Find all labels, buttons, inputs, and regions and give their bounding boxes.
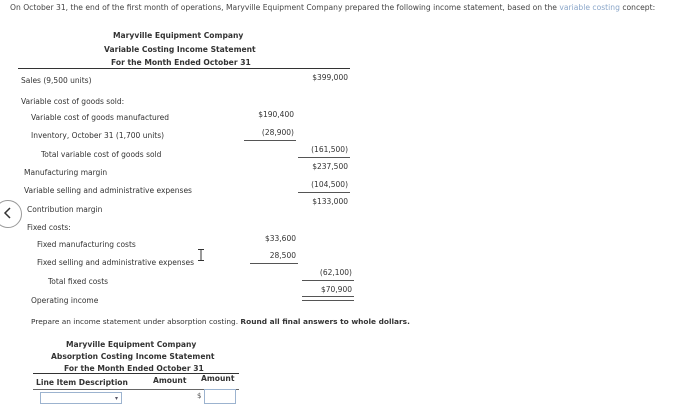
statement-period: For the Month Ended October 31: [111, 58, 251, 67]
intro-prefix: On October 31, the end of the first month of operations, Maryville Equipment Company prepared the following income statement, based on the: [10, 3, 557, 12]
statement-title: Variable Costing Income Statement: [104, 45, 256, 54]
sales-label: Sales (9,500 units): [21, 76, 92, 85]
col-amount-2: Amount: [201, 374, 235, 383]
var-sell-amount: (104,500): [311, 180, 348, 189]
sales-amount: $399,000: [312, 73, 348, 82]
inventory-amount: (28,900): [261, 128, 294, 137]
inventory-label: Inventory, October 31 (1,700 units): [31, 131, 165, 140]
var-sell-underline: [298, 192, 350, 193]
fixed-mfg-amount: $33,600: [264, 234, 296, 243]
total-vc-underline: [298, 157, 350, 158]
abs-statement-title: Absorption Costing Income Statement: [51, 352, 215, 361]
operating-label: Operating income: [31, 296, 99, 305]
previous-button[interactable]: [0, 200, 22, 228]
total-fixed-amount: (62,100): [319, 268, 352, 277]
intro-accent: variable costing: [559, 3, 620, 12]
contribution-amount: $133,000: [312, 197, 348, 206]
instruction-text: Prepare an income statement under absorption costing.: [31, 317, 239, 326]
total-fixed-label: Total fixed costs: [48, 277, 109, 286]
fixed-sell-underline: [250, 263, 298, 264]
total-fixed-underline: [302, 280, 354, 281]
mfg-margin-label: Manufacturing margin: [24, 168, 108, 177]
abs-company-name: Maryville Equipment Company: [66, 340, 197, 349]
intro-suffix: concept:: [622, 3, 656, 12]
intro-text: [10, 3, 655, 12]
inventory-underline: [244, 140, 296, 141]
col-line-item: Line Item Description: [36, 378, 128, 387]
amount-input[interactable]: [204, 389, 236, 404]
operating-amount: $70,900: [320, 285, 352, 294]
header-rule: [18, 68, 350, 69]
instruction-bold: Round all final answers to whole dollars.: [240, 317, 410, 326]
company-name: Maryville Equipment Company: [113, 31, 244, 40]
vcgm-label: Variable cost of goods manufactured: [31, 113, 170, 122]
mfg-margin-amount: $237,500: [312, 162, 348, 171]
line-item-select[interactable]: [40, 392, 122, 404]
vcogs-label: Variable cost of goods sold:: [21, 97, 125, 106]
fixed-sell-label: Fixed selling and administrative expenses: [37, 258, 195, 267]
total-vc-label: Total variable cost of goods sold: [41, 150, 162, 159]
fixed-mfg-label: Fixed manufacturing costs: [37, 240, 136, 249]
operating-double-underline: [302, 296, 354, 301]
abs-statement-period: For the Month Ended October 31: [64, 364, 204, 373]
text-cursor-icon: [198, 249, 204, 263]
contribution-label: Contribution margin: [27, 205, 103, 214]
currency-symbol: $: [197, 392, 202, 400]
col-amount-1: Amount: [153, 376, 187, 385]
fixed-sell-amount: 28,500: [269, 251, 296, 260]
var-sell-label: Variable selling and administrative expenses: [24, 186, 192, 195]
chevron-down-icon: ▾: [114, 395, 118, 402]
total-vc-amount: (161,500): [311, 145, 348, 154]
instruction: [31, 317, 410, 326]
fixed-costs-label: Fixed costs:: [27, 223, 71, 232]
chevron-left-icon: [2, 207, 14, 221]
vcgm-amount: $190,400: [258, 110, 294, 119]
